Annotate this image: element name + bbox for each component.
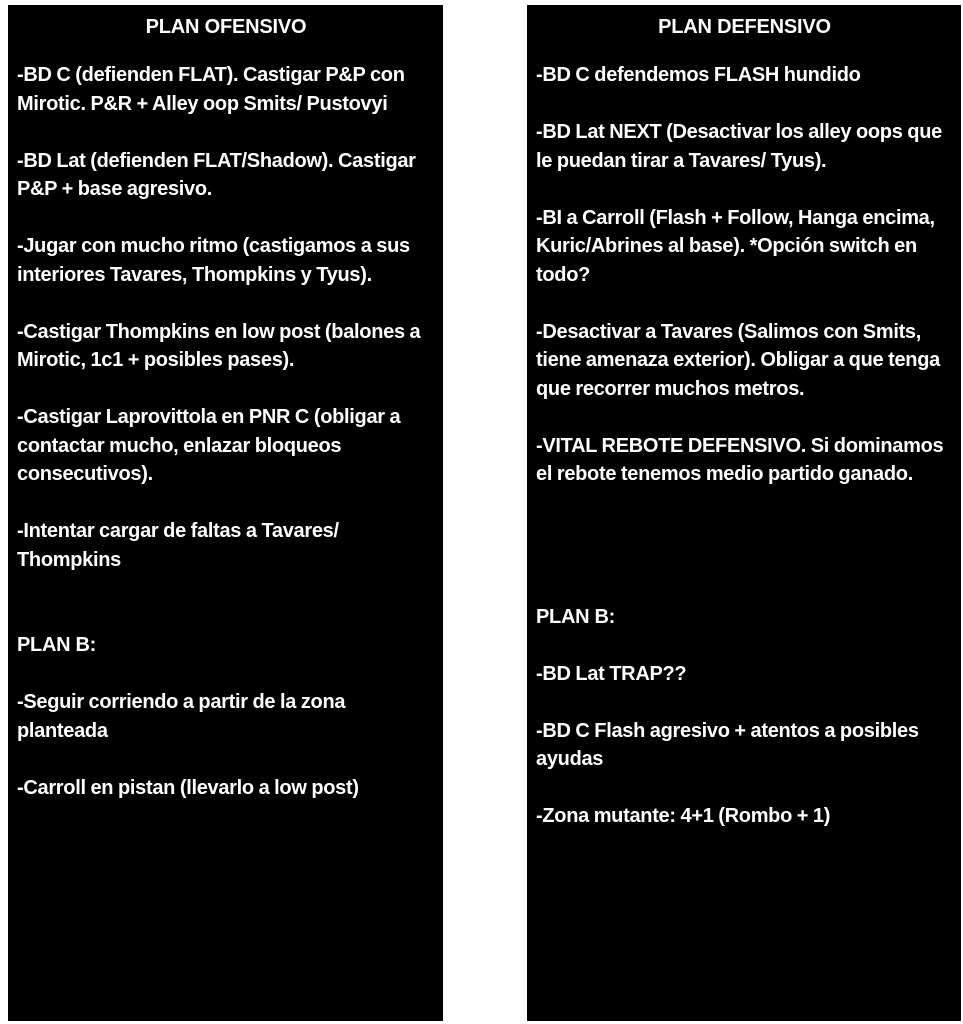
offensive-entry: -Castigar Thompkins en low post (balones a Mirotic, 1c1 + posibles pases). — [17, 320, 421, 371]
defensive-plan-b-heading: PLAN B: — [536, 605, 616, 628]
offensive-entry: -BD C (defienden FLAT). Castigar P&P con Mirotic. P&R + Alley oop Smits/ Pustovyi — [17, 64, 405, 115]
offensive-plan-b-list — [17, 688, 435, 802]
offensive-entry: -Castigar Laprovittola en PNR C (obligar a contactar mucho, enlazar bloqueos consecutivos). — [17, 406, 401, 485]
defensive-entry: -VITAL REBOTE DEFENSIVO. Si dominamos el rebote tenemos medio partido ganado. — [536, 434, 944, 485]
offensive-plan-title: PLAN OFENSIVO — [145, 16, 307, 38]
defensive-plan-b-entry: -BD Lat TRAP?? — [536, 662, 687, 685]
offensive-plan-list — [17, 61, 435, 574]
defensive-entry: -Desactivar a Tavares (Salimos con Smits, tiene amenaza exterior). Obligar a que tenga que recorrer muchos metros. — [536, 320, 940, 400]
offensive-plan-b-entry: -Seguir corriendo a partir de la zona planteada — [17, 691, 346, 742]
defensive-entry: -BD Lat NEXT (Desactivar los alley oops que le puedan tirar a Tavares/ Tyus). — [536, 121, 942, 172]
defensive-entry: -BI a Carroll (Flash + Follow, Hanga encima, Kuric/Abrines al base). *Opción switch en todo? — [536, 206, 935, 286]
offensive-entry: -Jugar con mucho ritmo (castigamos a sus interiores Tavares, Thompkins y Tyus). — [17, 235, 410, 286]
defensive-plan-b-list — [536, 660, 953, 831]
defensive-plan-b-entry: -BD C Flash agresivo + atentos a posibles ayudas — [536, 719, 919, 770]
offensive-plan-b-entry: -Carroll en pistan (llevarlo a low post) — [17, 776, 359, 799]
defensive-plan-title: PLAN DEFENSIVO — [658, 16, 831, 38]
offensive-entry: -Intentar cargar de faltas a Tavares/ Thompkins — [17, 520, 339, 571]
offensive-plan-panel — [8, 5, 443, 1021]
offensive-plan-b-heading: PLAN B: — [17, 634, 97, 656]
offensive-entry: -BD Lat (defienden FLAT/Shadow). Castigar P&P + base agresivo. — [17, 149, 416, 200]
defensive-plan-panel — [527, 5, 961, 1021]
defensive-plan-list — [536, 61, 953, 489]
defensive-plan-b-entry: -Zona mutante: 4+1 (Rombo + 1) — [536, 805, 831, 827]
defensive-spacer — [536, 517, 953, 603]
defensive-entry: -BD C defendemos FLASH hundido — [536, 64, 861, 86]
offensive-spacer — [17, 603, 435, 632]
